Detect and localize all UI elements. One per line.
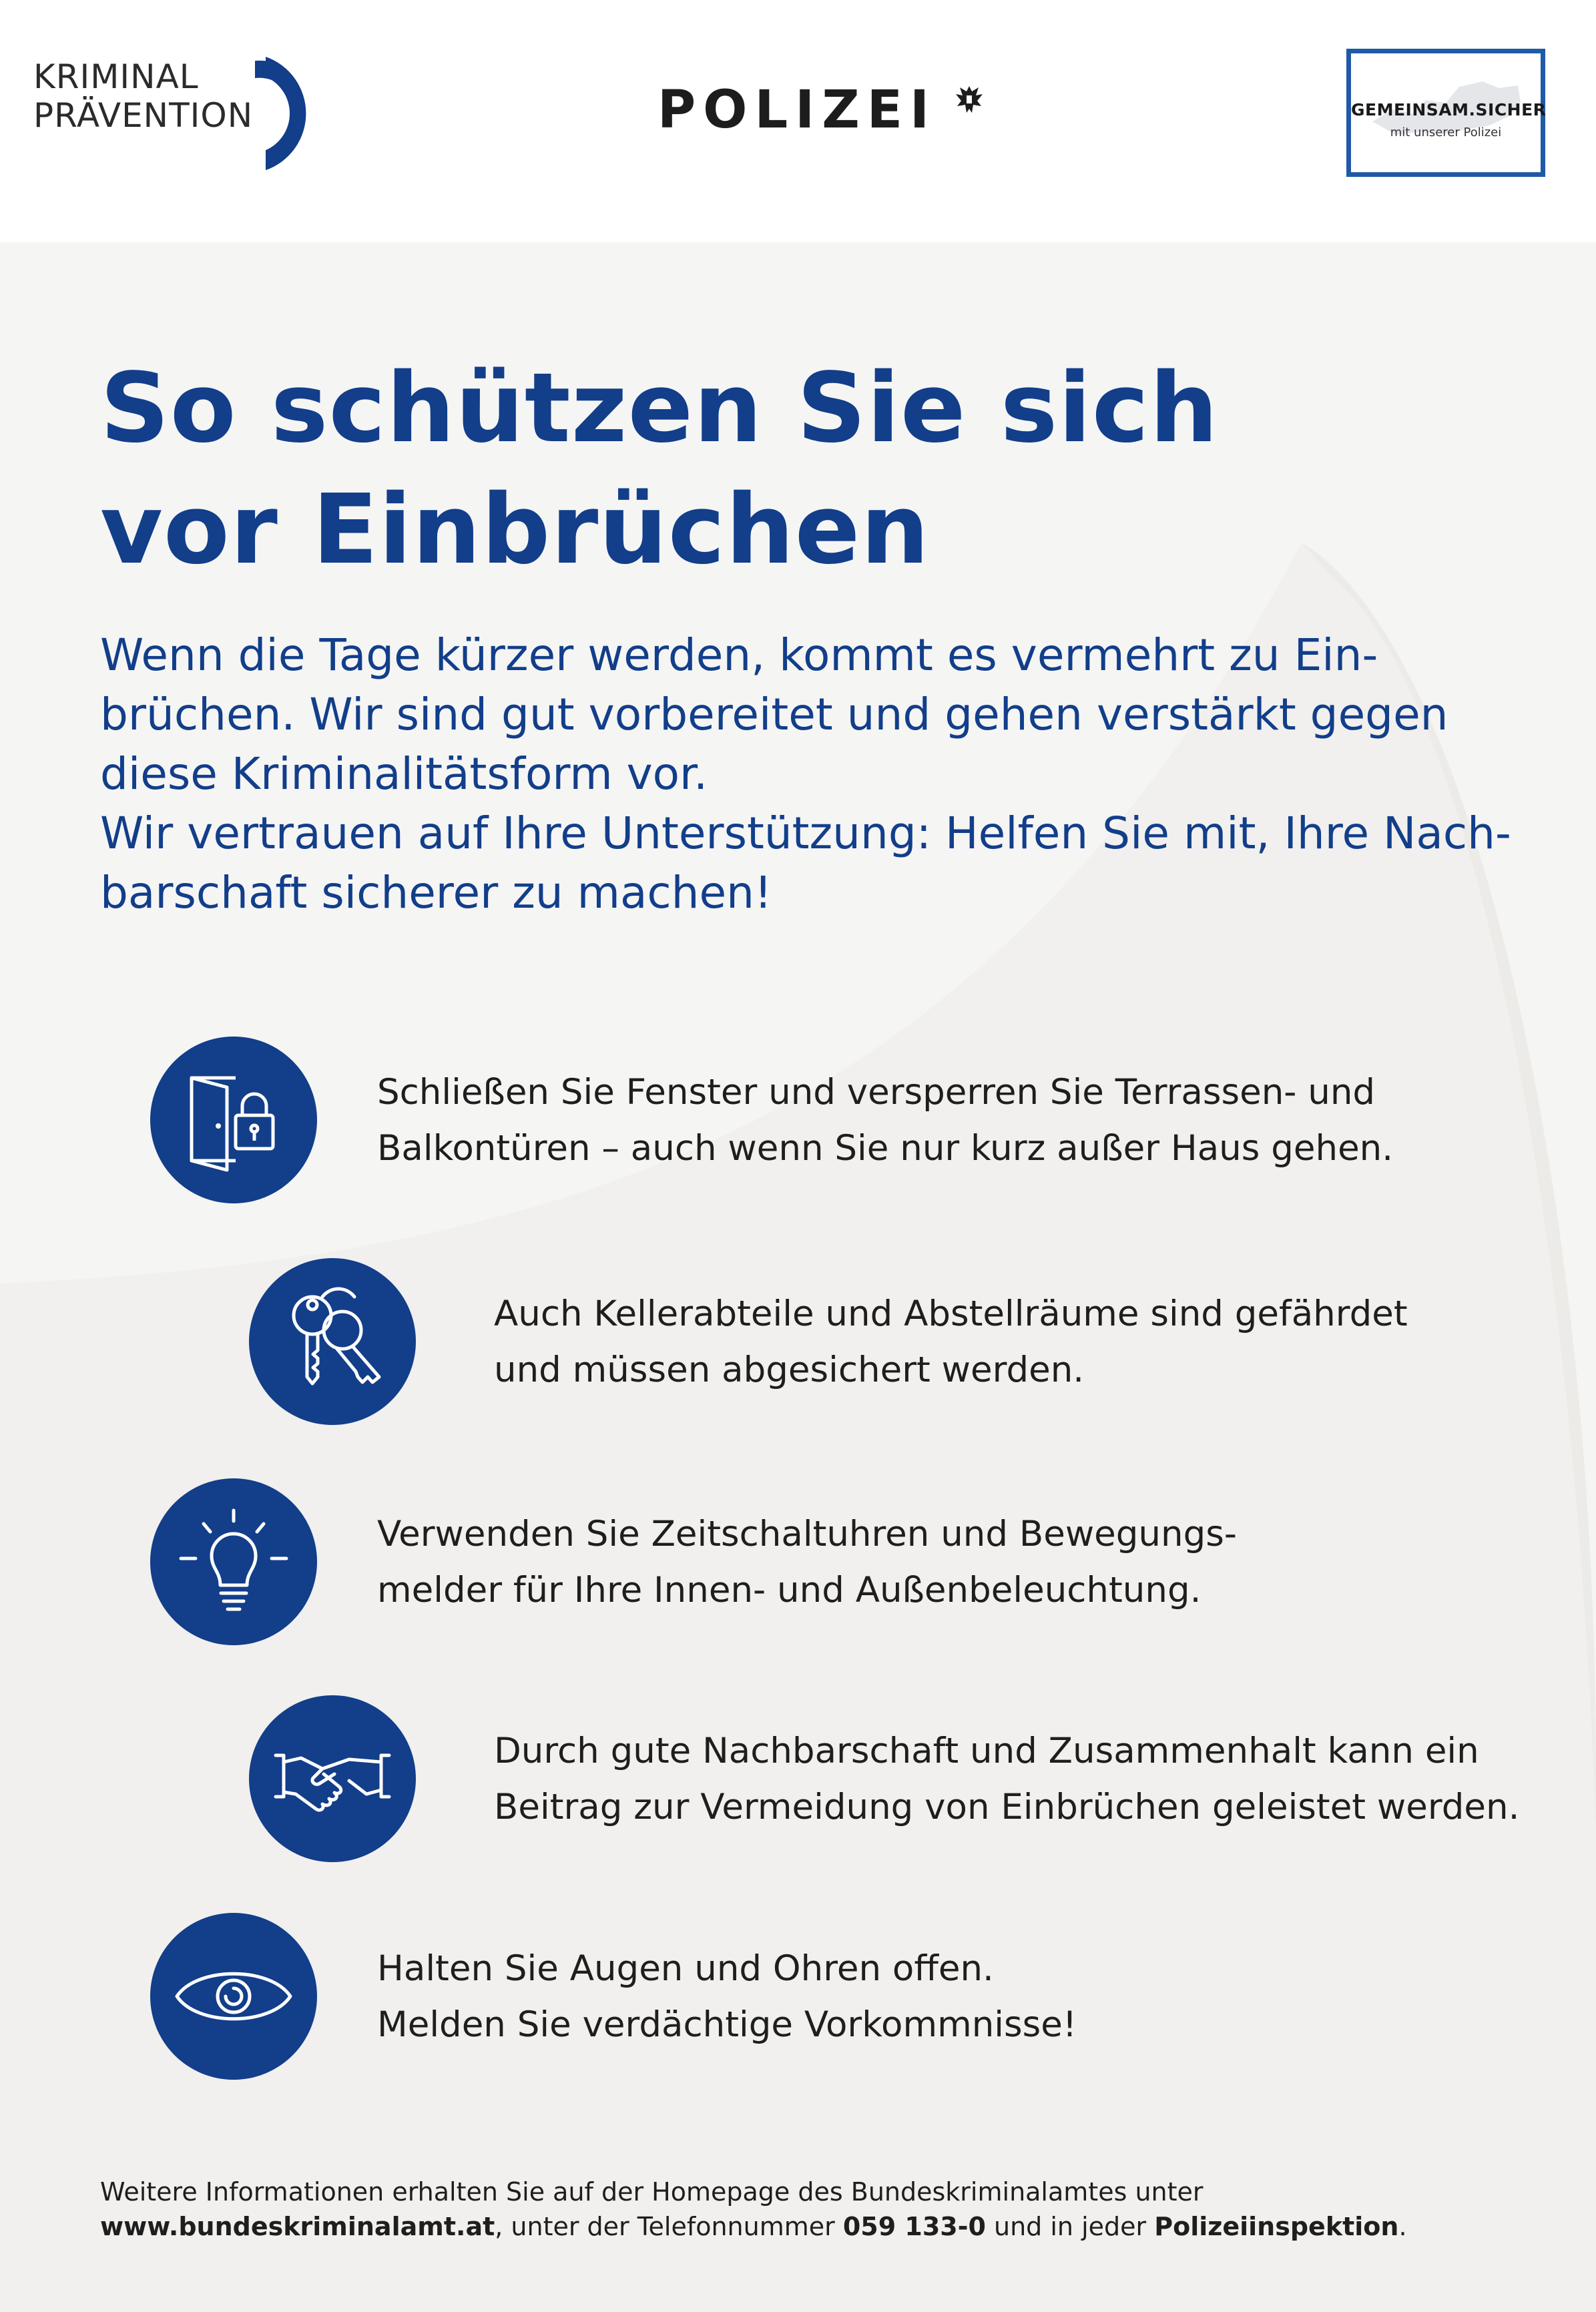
door-lock-icon [150,1037,317,1203]
title-line-1: So schützen Sie sich [100,352,1219,464]
tip-icon-circle [150,1913,317,2080]
badge-title: GEMEINSAM.SICHER [1351,100,1547,119]
tip-line: Schließen Sie Fenster und versperren Sie Terrassen- und [377,1072,1376,1113]
kriminalpraevention-logo [33,57,314,177]
title-line-2: vor Einbrüchen [100,473,930,585]
tip-text [377,1941,1077,2053]
tip-icon-circle [150,1478,317,1645]
tip-icon-circle [249,1695,416,1862]
eye-icon [150,1913,317,2080]
tip-line: Durch gute Nachbarschaft und Zusammenhalt kann ein [494,1731,1479,1771]
header [0,0,1596,242]
tip-text [494,1723,1519,1835]
tip-text [494,1286,1408,1398]
website-link[interactable]: www.bundeskriminalamt.at [100,2212,495,2241]
lightbulb-icon [150,1478,317,1645]
tip-icon-circle [249,1258,416,1425]
intro-line: Wir vertrauen auf Ihre Unterstützung: Helfen Sie mit, Ihre Nach- [100,808,1511,859]
intro-line: barschaft sicherer zu machen! [100,867,772,918]
tip-text [377,1506,1237,1619]
badge-subtitle: mit unserer Polizei [1390,125,1502,139]
phone-number[interactable]: 059 133-0 [842,2212,986,2241]
police-station-text: Polizeiinspektion [1154,2212,1399,2241]
gemeinsam-sicher-badge [1346,49,1545,177]
logo-text-kriminal: KRIMINAL [33,57,199,96]
tip-line: Beitrag zur Vermeidung von Einbrüchen geleistet werden. [494,1787,1520,1827]
tip-line: melder für Ihre Innen- und Außenbeleuchtung. [377,1570,1202,1611]
footer-text: und in jeder [985,2212,1155,2241]
logo-text-praevention: PRÄVENTION [33,96,254,135]
footer-text: , unter der Telefonnummer [495,2212,843,2241]
footer-info [100,2175,1407,2244]
footer-text: . [1398,2212,1407,2241]
tip-line: Balkontüren – auch wenn Sie nur kurz außer Haus gehen. [377,1128,1394,1169]
footer-line-1: Weitere Informationen erhalten Sie auf der Homepage des Bundeskriminalamtes unter [100,2177,1204,2207]
intro-line: brüchen. Wir sind gut vorbereitet und gehen verstärkt gegen [100,689,1448,740]
tip-line: Halten Sie Augen und Ohren offen. [377,1948,994,1989]
eagle-emblem-icon [955,83,984,115]
tip-line: Melden Sie verdächtige Vorkommnisse! [377,2004,1077,2045]
intro-paragraph [100,625,1535,922]
intro-line: diese Kriminalitätsform vor. [100,748,708,800]
tip-line: Auch Kellerabteile und Abstellräume sind gefährdet [494,1293,1408,1334]
handshake-icon [249,1695,416,1862]
intro-line: Wenn die Tage kürzer werden, kommt es vermehrt zu Ein- [100,629,1378,681]
footer-line-2 [100,2209,1407,2244]
tip-line: und müssen abgesichert werden. [494,1350,1085,1390]
tip-icon-circle [150,1037,317,1203]
tip-text [377,1065,1393,1177]
tip-line: Verwenden Sie Zeitschaltuhren und Bewegungs- [377,1514,1237,1554]
polizei-wordmark: POLIZEI [657,80,937,140]
keys-icon [249,1258,416,1425]
logo-arc-icon [254,57,314,177]
page-title [100,347,1219,590]
